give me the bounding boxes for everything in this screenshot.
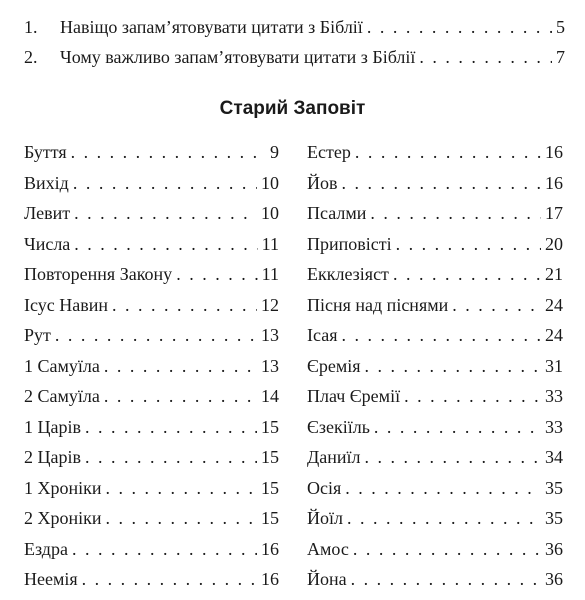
entry-page-number: 13 [261,325,279,345]
dot-leader [342,168,542,198]
entry-title: 2 Хроніки [24,508,102,528]
entry-number: 1. [24,17,38,37]
entry-title: Амос [307,538,349,559]
toc-entry[interactable] [24,168,279,199]
entry-number: 2. [24,47,38,67]
entry-page-number: 21 [545,264,563,284]
dot-leader [104,381,257,411]
dot-leader [355,137,541,167]
entry-title: Даниїл [307,447,361,467]
entry-title: Неемія [24,569,78,589]
dot-leader [341,320,541,350]
dot-leader [85,442,257,472]
dot-leader [104,351,257,381]
entry-page-number: 36 [545,538,563,559]
entry-page-number: 15 [261,447,279,467]
dot-leader [419,42,552,72]
toc-entry[interactable] [307,473,563,504]
entry-title: Навіщо запам’ятовувати цитати з Біблії [60,17,363,37]
entry-title: Ісая [307,325,338,345]
dot-leader [85,412,257,442]
dot-leader [72,534,257,564]
dot-leader [351,564,541,594]
entry-page-number: 34 [545,447,563,467]
entry-page-number: 20 [545,233,563,254]
toc-entry[interactable] [307,168,563,199]
toc-entry[interactable] [24,473,279,504]
entry-title: Вихід [24,172,69,193]
toc-entry[interactable] [24,412,279,443]
entry-page-number: 15 [261,416,279,437]
dot-leader [176,259,257,289]
toc-entry[interactable] [307,503,563,534]
entry-page-number: 31 [545,355,563,376]
entry-title: Осія [307,477,342,498]
toc-entry[interactable] [307,198,563,229]
toc-entry[interactable] [307,137,563,168]
entry-title: Ісус Навин [24,294,108,315]
entry-title: Буття [24,142,67,162]
toc-entry[interactable] [24,381,279,412]
toc-entry[interactable] [24,198,279,229]
entry-title: Йоїл [307,508,343,528]
dot-leader [74,198,257,228]
toc-entry[interactable] [307,534,563,565]
dot-leader [106,473,257,503]
entry-title: 2 Царів [24,447,81,467]
entry-title: Левит [24,203,71,223]
entry-page-number: 16 [545,172,563,193]
entry-page-number: 33 [545,386,563,406]
toc-entry[interactable] [24,12,565,42]
toc-entry[interactable] [307,442,563,473]
dot-leader [404,381,541,411]
entry-page-number: 11 [261,264,279,284]
entry-title: Пісня над піснями [307,294,449,315]
toc-entry[interactable] [307,290,563,321]
dot-leader [365,442,541,472]
toc-column-right [307,137,563,595]
entry-page-number: 17 [545,203,563,223]
entry-page-number: 9 [270,142,279,162]
toc-entry[interactable] [24,229,279,260]
entry-page-number: 5 [556,17,565,37]
dot-leader [82,564,257,594]
entry-title: Плач Єремії [307,386,401,406]
entry-title: Естер [307,142,351,162]
toc-entry[interactable] [24,42,565,72]
toc-entry[interactable] [24,320,279,351]
entry-title: Чому важливо запам’ятовувати цитати з Біблії [60,47,416,67]
toc-entry[interactable] [307,381,563,412]
entry-title: Числа [24,233,71,254]
entry-page-number: 35 [545,508,563,528]
toc-entry[interactable] [307,320,563,351]
dot-leader [393,259,541,289]
entry-page-number: 36 [545,569,563,589]
entry-title: 1 Самуїла [24,355,100,376]
entry-title: Екклезіяст [307,264,389,284]
dot-leader [112,290,257,320]
entry-title: Єзекіїль [307,416,370,437]
entry-title: Ездра [24,538,68,559]
entry-title: Єремія [307,355,361,376]
entry-page-number: 13 [261,355,279,376]
entry-page-number: 16 [261,538,279,559]
entry-page-number: 7 [556,47,565,67]
dot-leader [374,412,541,442]
entry-title: Псалми [307,203,367,223]
entry-page-number: 10 [261,172,279,193]
toc-entry[interactable] [24,137,279,168]
entry-title: 1 Хроніки [24,477,102,498]
entry-title: Рут [24,325,51,345]
dot-leader [55,320,257,350]
toc-entry[interactable] [307,229,563,260]
dot-leader [73,168,257,198]
entry-page-number: 10 [261,203,279,223]
toc-entry[interactable] [24,351,279,382]
entry-page-number: 16 [545,142,563,162]
toc-entry[interactable] [24,290,279,321]
dot-leader [106,503,257,533]
dot-leader [353,534,541,564]
toc-entry[interactable] [24,259,279,290]
entry-title: 2 Самуїла [24,386,100,406]
toc-entry[interactable] [307,351,563,382]
entry-title: 1 Царів [24,416,81,437]
entry-title: Йов [307,172,338,193]
entry-title: Приповісті [307,233,392,254]
entry-title: Йона [307,569,347,589]
intro-list [24,12,565,72]
toc-entry[interactable] [24,564,279,595]
entry-page-number: 16 [261,569,279,589]
dot-leader [452,290,541,320]
dot-leader [345,473,541,503]
entry-title: Повторення Закону [24,264,173,284]
dot-leader [367,12,552,42]
toc-entry[interactable] [307,412,563,443]
dot-leader [365,351,541,381]
entry-page-number: 15 [261,477,279,498]
toc-entry[interactable] [24,534,279,565]
dot-leader [71,137,266,167]
toc-entry[interactable] [307,259,563,290]
section-heading: Старий Заповіт [219,98,366,119]
entry-page-number: 33 [545,416,563,437]
entry-page-number: 15 [261,508,279,528]
entry-page-number: 14 [261,386,279,406]
entry-page-number: 24 [545,294,563,315]
dot-leader [396,229,541,259]
dot-leader [74,229,257,259]
dot-leader [347,503,541,533]
entry-page-number: 12 [261,294,279,315]
toc-entry[interactable] [307,564,563,595]
entry-page-number: 24 [545,325,563,345]
toc-entry[interactable] [24,442,279,473]
entry-page-number: 35 [545,477,563,498]
toc-entry[interactable] [24,503,279,534]
dot-leader [370,198,541,228]
toc-column-left [24,137,279,595]
entry-page-number: 11 [261,233,279,254]
